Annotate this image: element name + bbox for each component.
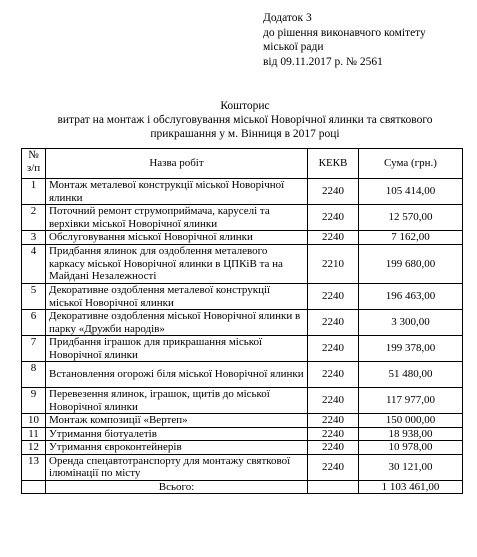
table-total-row xyxy=(22,480,463,494)
row-sum: 3 300,00 xyxy=(359,310,463,336)
table-header-row xyxy=(22,149,463,179)
row-name: Встановлення огорожі біля міської Новорічної ялинки xyxy=(46,362,308,388)
row-sum: 10 978,00 xyxy=(359,441,463,455)
row-kekv: 2240 xyxy=(308,362,359,388)
total-sum: 1 103 461,00 xyxy=(359,480,463,494)
table-row xyxy=(22,245,463,284)
addendum-line-2: до рішення виконавчого комітету xyxy=(263,26,426,39)
row-name: Декоративне оздоблення міської Новорічної ялинки в парку «Дружби народів» xyxy=(46,310,308,336)
row-kekv: 2240 xyxy=(308,454,359,480)
document-subtitle-2: прикрашання у м. Вінниця в 2017 році xyxy=(150,128,340,140)
addendum-line-3: міської ради xyxy=(263,41,324,53)
total-label: Всього: xyxy=(46,480,308,494)
row-sum: 117 977,00 xyxy=(359,388,463,414)
estimate-table xyxy=(21,148,463,494)
table-row xyxy=(22,310,463,336)
row-name: Монтаж композиції «Вертеп» xyxy=(46,414,308,428)
table-row xyxy=(22,388,463,414)
row-sum: 51 480,00 xyxy=(359,362,463,388)
row-kekv: 2240 xyxy=(308,205,359,231)
row-name: Утримання євроконтейнерів xyxy=(46,441,308,455)
document-heading xyxy=(20,99,470,141)
addendum-block xyxy=(263,11,426,69)
row-num: 1 xyxy=(22,179,46,205)
row-kekv: 2240 xyxy=(308,310,359,336)
row-num: 5 xyxy=(22,284,46,310)
header-sum: Сума (грн.) xyxy=(359,149,463,179)
table-row xyxy=(22,427,463,441)
row-kekv: 2210 xyxy=(308,245,359,284)
row-sum: 7 162,00 xyxy=(359,231,463,245)
row-num: 9 xyxy=(22,388,46,414)
row-kekv: 2240 xyxy=(308,231,359,245)
row-sum: 199 680,00 xyxy=(359,245,463,284)
total-empty-cell xyxy=(22,480,46,494)
row-sum: 30 121,00 xyxy=(359,454,463,480)
document-subtitle-1: витрат на монтаж і обслуговування міської Новорічної ялинки та святкового xyxy=(57,114,433,126)
row-kekv: 2240 xyxy=(308,284,359,310)
row-sum: 196 463,00 xyxy=(359,284,463,310)
row-num: 11 xyxy=(22,427,46,441)
table-row xyxy=(22,454,463,480)
row-num: 2 xyxy=(22,205,46,231)
document-title: Кошторис xyxy=(220,100,270,112)
row-name: Оренда спецавтотранспорту для монтажу святкової ілюмінації по місту xyxy=(46,454,308,480)
addendum-line-4: від 09.11.2017 р. № 2561 xyxy=(263,55,383,68)
addendum-line-1: Додаток 3 xyxy=(263,12,312,24)
row-num: 7 xyxy=(22,336,46,362)
table-row xyxy=(22,441,463,455)
row-kekv: 2240 xyxy=(308,414,359,428)
row-num: 8 xyxy=(22,362,46,388)
table-row xyxy=(22,179,463,205)
row-name: Утримання біотуалетів xyxy=(46,427,308,441)
table-row xyxy=(22,231,463,245)
row-sum: 199 378,00 xyxy=(359,336,463,362)
row-kekv: 2240 xyxy=(308,179,359,205)
table-row xyxy=(22,284,463,310)
table-row xyxy=(22,362,463,388)
header-name: Назва робіт xyxy=(46,149,308,179)
row-num: 4 xyxy=(22,245,46,284)
row-num: 3 xyxy=(22,231,46,245)
table-row xyxy=(22,414,463,428)
row-name: Декоративне оздоблення металевої конструкції міської Новорічної ялинки xyxy=(46,284,308,310)
row-sum: 12 570,00 xyxy=(359,205,463,231)
row-kekv: 2240 xyxy=(308,388,359,414)
row-name: Монтаж металевої конструкції міської Новорічної ялинки xyxy=(46,179,308,205)
row-sum: 105 414,00 xyxy=(359,179,463,205)
row-name: Придбання ялинок для оздоблення металевого каркасу міської Новорічної ялинки в ЦПКіВ та на Майдані Незалежності xyxy=(46,245,308,284)
row-num: 6 xyxy=(22,310,46,336)
header-kekv: КЕКВ xyxy=(308,149,359,179)
row-name: Обслуговування міської Новорічної ялинки xyxy=(46,231,308,245)
header-num: № з/п xyxy=(22,149,46,179)
row-num: 10 xyxy=(22,414,46,428)
row-sum: 150 000,00 xyxy=(359,414,463,428)
row-num: 12 xyxy=(22,441,46,455)
table-row xyxy=(22,336,463,362)
row-name: Перевезення ялинок, іграшок, щитів до міської Новорічної ялинки xyxy=(46,388,308,414)
row-sum: 18 938,00 xyxy=(359,427,463,441)
row-num: 13 xyxy=(22,454,46,480)
total-kekv-cell xyxy=(308,480,359,494)
row-name: Придбання іграшок для прикрашання міської Новорічної ялинки xyxy=(46,336,308,362)
row-kekv: 2240 xyxy=(308,441,359,455)
row-kekv: 2240 xyxy=(308,427,359,441)
table-row xyxy=(22,205,463,231)
row-kekv: 2240 xyxy=(308,336,359,362)
row-name: Поточний ремонт струмоприймача, каруселі та верхівки міської Новорічної ялинки xyxy=(46,205,308,231)
